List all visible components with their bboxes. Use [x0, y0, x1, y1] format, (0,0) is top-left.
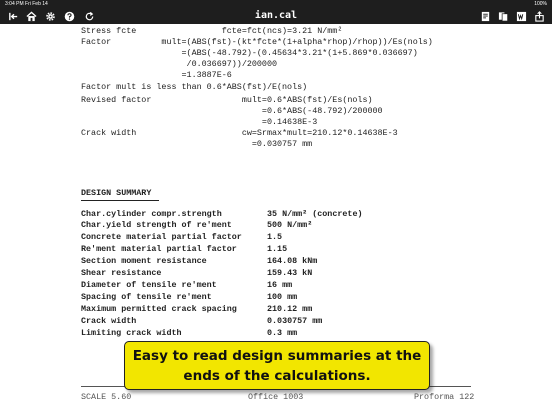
- calc-line: /0.036697))/200000: [81, 59, 278, 69]
- status-time: 3:04 PM Fri Feb 14: [5, 1, 48, 7]
- summary-value: 1.15: [267, 244, 288, 254]
- heading-underline: [81, 200, 159, 201]
- documents-icon[interactable]: [498, 11, 509, 22]
- summary-value: 164.08 kNm: [267, 256, 318, 266]
- footer-scale: SCALE 5.60: [81, 392, 132, 402]
- calc-line: Stress fcte fcte=fct(ncs)=3.21 N/mm²: [81, 26, 343, 36]
- document-title: ian.cal: [254, 10, 298, 21]
- footer-office: Office 1003: [248, 392, 304, 402]
- summary-label: Re'ment material partial factor: [81, 244, 237, 254]
- summary-label: Maximum permitted crack spacing: [81, 304, 237, 314]
- footer-proforma: Proforma 122: [414, 392, 475, 402]
- battery-indicator: 100%: [534, 1, 547, 7]
- calc-line: =0.6*ABS(-48.792)/200000: [81, 106, 383, 116]
- summary-label: Concrete material partial factor: [81, 232, 242, 242]
- calc-line: =0.030757 mm: [81, 139, 313, 149]
- summary-label: Char.cylinder compr.strength: [81, 209, 222, 219]
- status-bar: [0, 0, 552, 8]
- promo-callout: [124, 341, 430, 390]
- summary-value: 100 mm: [267, 292, 298, 302]
- summary-label: Diameter of tensile re'ment: [81, 280, 217, 290]
- word-export-icon[interactable]: [516, 11, 527, 22]
- callout-line-2: ends of the calculations.: [183, 368, 371, 384]
- pdf-document-icon[interactable]: [480, 11, 491, 22]
- summary-label: Spacing of tensile re'ment: [81, 292, 212, 302]
- summary-value: 159.43 kN: [267, 268, 313, 278]
- summary-value: 1.5: [267, 232, 283, 242]
- summary-value: 500 N/mm²: [267, 220, 313, 230]
- summary-value: 0.030757 mm: [267, 316, 323, 326]
- calc-line: =0.14638E-3: [81, 117, 318, 127]
- summary-label: Limiting crack width: [81, 328, 182, 338]
- summary-label: Shear resistance: [81, 268, 162, 278]
- calc-line: =(ABS(-48.792)-(0.45634*3.21*(1+5.869*0.036697): [81, 48, 418, 58]
- summary-label: Section moment resistance: [81, 256, 207, 266]
- summary-value: 35 N/mm² (concrete): [267, 209, 363, 219]
- calc-line: Crack width cw=Srmax*mult=210.12*0.14638E-3: [81, 128, 398, 138]
- summary-label: Crack width: [81, 316, 137, 326]
- summary-value: 0.3 mm: [267, 328, 298, 338]
- summary-value: 210.12 mm: [267, 304, 313, 314]
- calc-line: Factor mult is less than 0.6*ABS(fst)/E(nols): [81, 82, 308, 92]
- calc-line: Factor mult=(ABS(fst)-(kt*fcte*(1+alpha*rhop)/rhop))/Es(nols): [81, 37, 433, 47]
- summary-label: Char.yield strength of re'ment: [81, 220, 232, 230]
- summary-value: 16 mm: [267, 280, 293, 290]
- nav-bar: [0, 8, 552, 24]
- calc-line: Revised factor mult=0.6*ABS(fst)/Es(nols): [81, 95, 373, 105]
- share-icon[interactable]: [534, 11, 545, 22]
- design-summary-heading: DESIGN SUMMARY: [81, 188, 152, 198]
- calc-line: =1.3887E-6: [81, 70, 232, 80]
- callout-line-1: Easy to read design summaries at the: [132, 348, 422, 364]
